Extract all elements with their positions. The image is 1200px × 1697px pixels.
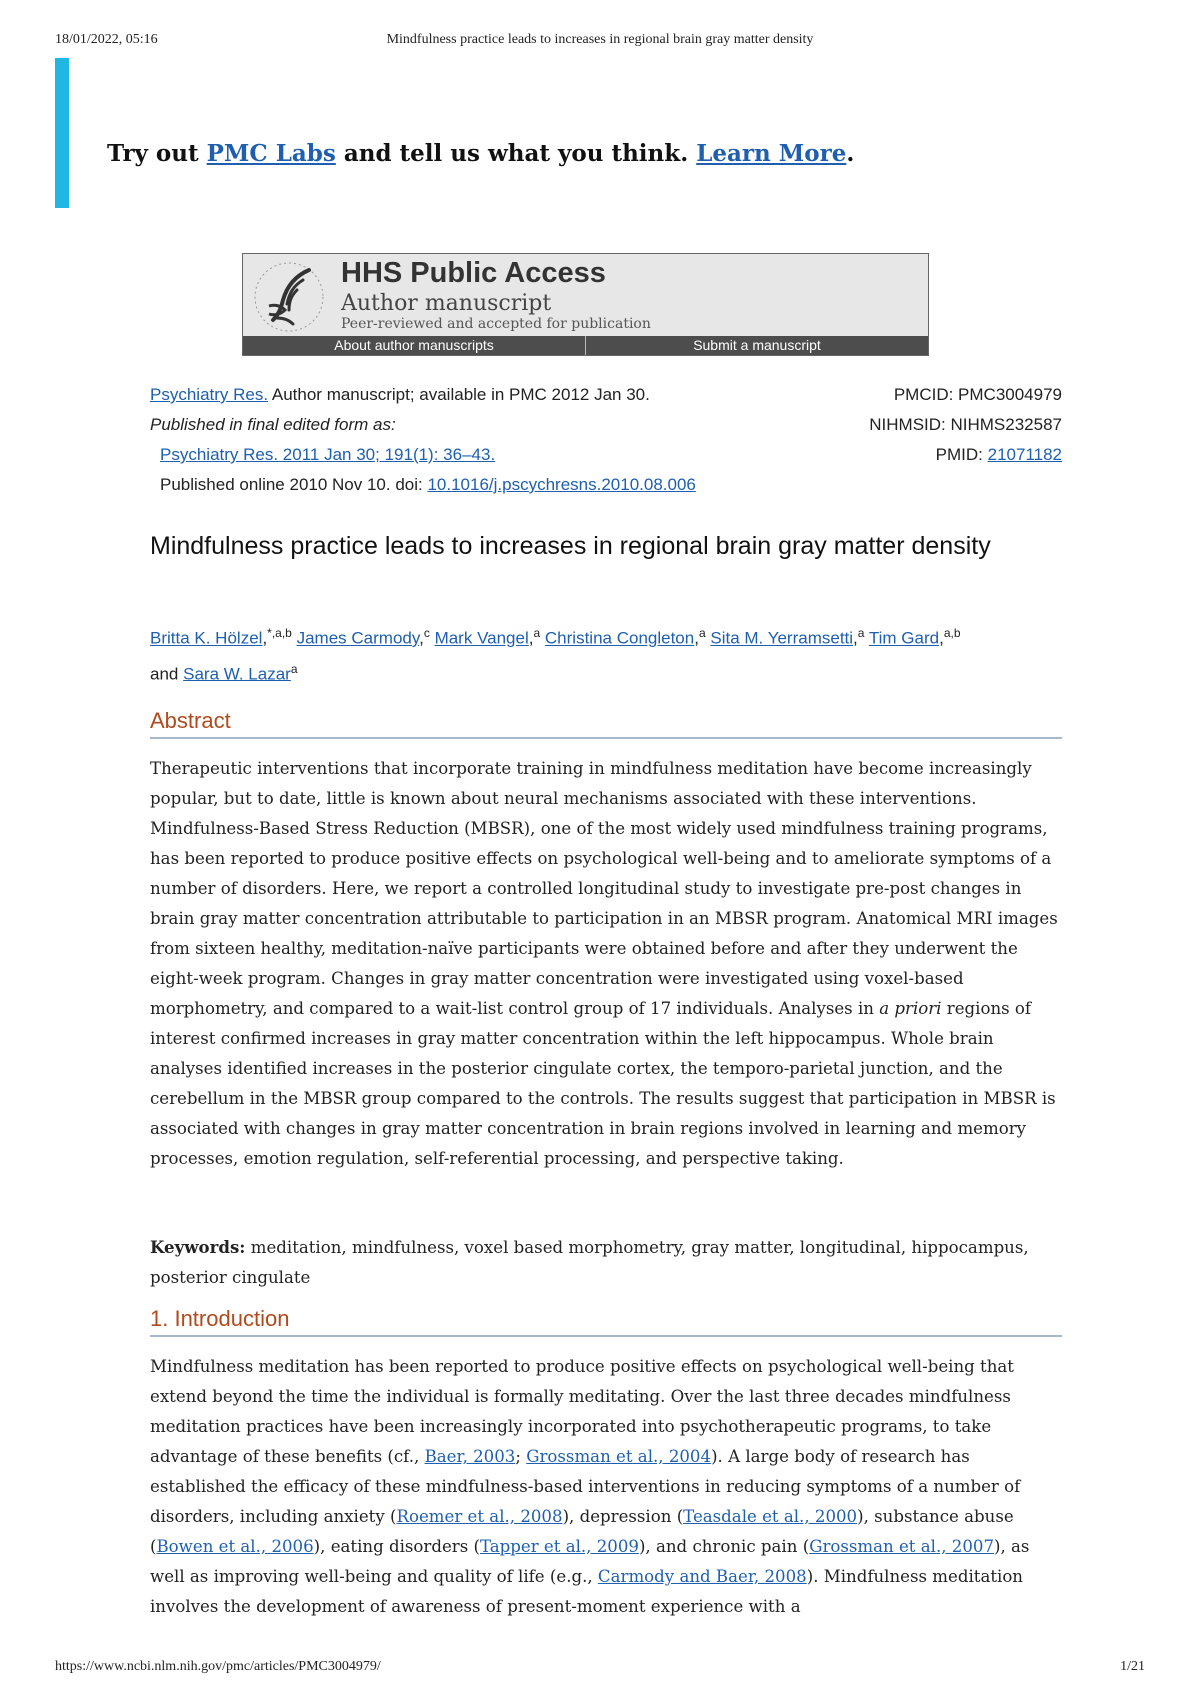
author-link[interactable]: Mark Vangel [434, 628, 529, 648]
pmc-labs-banner [55, 58, 975, 208]
print-header [55, 32, 1145, 50]
intro-text: ), as well as improving well-being and quality of life (e.g., [150, 1537, 1030, 1586]
hhs-public-access-box [242, 253, 929, 356]
pmid-line [869, 440, 1062, 470]
about-author-manuscripts-button[interactable]: About author manuscripts [243, 336, 586, 355]
hhs-title: HHS Public Access [341, 257, 606, 289]
citation-link[interactable]: Psychiatry Res. 2011 Jan 30; 191(1): 36–43. [160, 445, 496, 464]
hhs-note: Peer-reviewed and accepted for publication [341, 316, 651, 332]
banner-accent-bar [55, 58, 69, 208]
pmid-link[interactable]: 21071182 [987, 445, 1062, 464]
banner-suffix: . [846, 140, 855, 167]
reference-link[interactable]: Teasdale et al., 2000 [683, 1507, 858, 1526]
hhs-eagle-logo-icon [251, 260, 327, 334]
published-online-text: Published online 2010 Nov 10. doi: [160, 475, 428, 494]
keywords [150, 1232, 1062, 1293]
abstract-italic: a priori [879, 999, 942, 1018]
intro-text: Mindfulness meditation has been reported to produce positive effects on psychological well-being that extend beyond the time the individual is formally meditating. Over the last three decades mindfulness meditation practices have been increasingly incorporated into psychotherapeutic programs, to take advantage of these benefits (cf., [150, 1357, 1014, 1466]
learn-more-link[interactable]: Learn More [696, 140, 847, 167]
banner-prefix: Try out [107, 140, 207, 167]
reference-link[interactable]: Carmody and Baer, 2008 [597, 1567, 807, 1586]
reference-link[interactable]: Tapper et al., 2009 [479, 1537, 639, 1556]
submit-manuscript-button[interactable]: Submit a manuscript [693, 337, 821, 353]
print-footer [55, 1659, 1145, 1677]
intro-text: ). Mindfulness meditation involves the development of awareness of present-moment experience with a [150, 1567, 1023, 1616]
journal-link[interactable]: Psychiatry Res. [150, 385, 269, 404]
abstract-text-1: Therapeutic interventions that incorporate training in mindfulness meditation have become increasingly popular, but to date, little is known about neural mechanisms associated with these interventions. Mindfulness-Based Stress Reduction (MBSR), one of the most widely used mindfulness training programs, has been reported to produce positive effects on psychological well-being and to ameliorate symptoms of a number of disorders. Here, we report a controlled longitudinal study to investigate pre-post changes in brain gray matter concentration attributable to participation in an MBSR program. Anatomical MRI images from sixteen healthy, meditation-naïve participants were obtained before and after they underwent the eight-week program. Changes in gray matter concentration were investigated using voxel-based morphometry, and compared to a wait-list control group of 17 individuals. Analyses in [150, 759, 1058, 1018]
meta-journal-line [150, 380, 696, 410]
reference-link[interactable]: Baer, 2003 [424, 1447, 516, 1466]
author-link[interactable]: Sita M. Yerramsetti [710, 628, 854, 648]
author-affiliation: *,a,b [267, 626, 292, 640]
author-affiliation: a [857, 626, 865, 640]
meta-left [150, 380, 696, 500]
author-affiliation: a [290, 661, 298, 676]
nihmsid: NIHMSID: NIHMS232587 [869, 415, 1062, 434]
keywords-label: Keywords: [150, 1237, 246, 1257]
author-link[interactable]: Britta K. Hölzel [150, 628, 263, 648]
introduction-text [150, 1352, 1062, 1622]
abstract-text-2: regions of interest confirmed increases in gray matter concentration within the left hippocampus. Whole brain analyses identified increases in the posterior cingulate cortex, the temporo-parietal junction, and the cerebellum in the MBSR group compared to the controls. The results suggest that participation in MBSR is associated with changes in gray matter concentration in brain regions involved in learning and memory processes, emotion regulation, self-referential processing, and perspective taking. [150, 999, 1056, 1168]
abstract-text [150, 754, 1062, 1174]
citation-line [150, 440, 696, 470]
intro-text: ), substance abuse ( [150, 1507, 1014, 1556]
article-title: Mindfulness practice leads to increases in regional brain gray matter density [150, 532, 991, 560]
reference-link[interactable]: Roemer et al., 2008 [396, 1507, 563, 1526]
doi-link[interactable]: 10.1016/j.pscychresns.2010.08.006 [427, 475, 696, 494]
pmid-label: PMID: [935, 445, 988, 464]
publication-meta [150, 380, 1062, 500]
hhs-button-row [243, 336, 928, 355]
pmcid: PMCID: PMC3004979 [893, 385, 1062, 404]
intro-text: ), depression ( [562, 1507, 684, 1526]
published-final-text: Published in final edited form as: [150, 415, 396, 434]
intro-text: ), eating disorders ( [313, 1537, 480, 1556]
availability-text: Author manuscript; available in PMC 2012 Jan 30. [268, 385, 650, 404]
authors-and: and [150, 664, 179, 684]
author-link[interactable]: Christina Congleton [544, 628, 695, 648]
reference-link[interactable]: Grossman et al., 2004 [526, 1447, 712, 1466]
banner-middle: and tell us what you think. [335, 140, 697, 167]
print-page-number: 1/21 [1120, 1659, 1145, 1674]
published-final-label [150, 410, 696, 440]
author-affiliation: a [698, 626, 706, 640]
intro-text: ; [515, 1447, 527, 1466]
author-affiliation: c [423, 626, 430, 640]
hhs-subtitle: Author manuscript [341, 291, 552, 316]
keywords-text: meditation, mindfulness, voxel based morphometry, gray matter, longitudinal, hippocampus, posterior cingulate [150, 1238, 1029, 1287]
author-link[interactable]: Sara W. Lazar [183, 664, 291, 684]
banner-message [107, 140, 854, 167]
reference-link[interactable]: Grossman et al., 2007 [809, 1537, 995, 1556]
author-link[interactable]: James Carmody [296, 628, 420, 648]
reference-link[interactable]: Bowen et al., 2006 [156, 1537, 314, 1556]
author-affiliation: a,b [943, 626, 961, 640]
intro-text: ), and chronic pain ( [638, 1537, 810, 1556]
author-affiliation: a [533, 626, 541, 640]
published-online-line [150, 470, 696, 500]
print-url: https://www.ncbi.nlm.nih.gov/pmc/articles/PMC3004979/ [55, 1659, 381, 1674]
abstract-heading: Abstract [150, 708, 1062, 739]
meta-right [869, 380, 1062, 470]
print-title: Mindfulness practice leads to increases in regional brain gray matter density [386, 32, 814, 47]
print-date: 18/01/2022, 05:16 [55, 32, 158, 47]
author-link[interactable]: Tim Gard [868, 628, 940, 648]
pmc-labs-link[interactable]: PMC Labs [206, 140, 336, 167]
author-list: Britta K. Hölzel,$^{*,a,b}$ James Carmody,$^c$ Mark Vangel,$^a$ Christina Congleton,$^a$ Sita M. Yerramsetti,$^a$ Tim Gard,$^{a,b}$ and Sara W. Lazar$^a$ [150, 626, 961, 684]
introduction-heading: 1. Introduction [150, 1306, 1062, 1337]
intro-text: ). A large body of research has established the efficacy of these mindfulness-based interventions in reducing symptoms of a number of disorders, including anxiety ( [150, 1447, 1021, 1526]
